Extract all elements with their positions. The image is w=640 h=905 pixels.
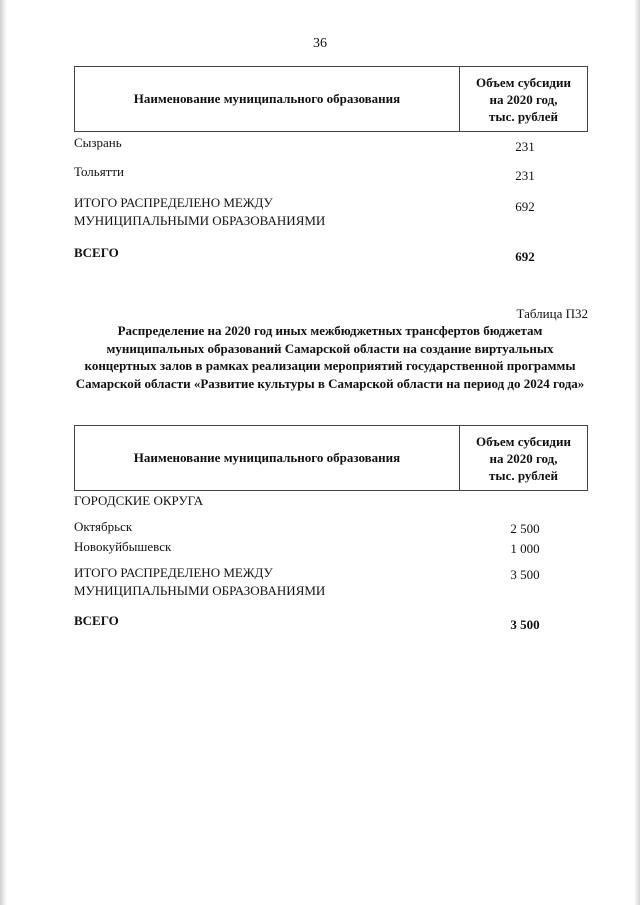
table2-row-value: 2 500 [510, 521, 540, 536]
table1-header [74, 66, 588, 132]
table2-subtotal-value: 3 500 [510, 567, 540, 582]
page-number: 36 [313, 36, 327, 51]
table1-row-value: 231 [515, 139, 535, 154]
table2-row-value: 1 000 [510, 541, 540, 556]
table2-label: Таблица П32 [516, 306, 588, 321]
table2-header-value: Объем субсидии на 2020 год, тыс. рублей [459, 426, 587, 490]
table1-header-name: Наименование муниципального образования [133, 91, 401, 106]
table1-subtotal-label: ИТОГО РАСПРЕДЕЛЕНО МЕЖДУ МУНИЦИПАЛЬНЫМИ ОБРАЗОВАНИЯМИ [74, 195, 326, 228]
table1-subtotal-value: 692 [515, 199, 535, 214]
table1-total-value: 692 [515, 249, 535, 264]
table2-total-value: 3 500 [510, 617, 540, 632]
scan-edge-left [0, 0, 7, 905]
table1-row-name: Сызрань [74, 135, 122, 150]
table2-subtotal-label: ИТОГО РАСПРЕДЕЛЕНО МЕЖДУ МУНИЦИПАЛЬНЫМИ ОБРАЗОВАНИЯМИ [74, 565, 326, 598]
scan-edge-right [634, 0, 640, 905]
table2-header-name: Наименование муниципального образования [133, 450, 401, 465]
table2-header [74, 425, 588, 491]
table2-row-name: Октябрьск [74, 519, 133, 534]
table2-section-label: ГОРОДСКИЕ ОКРУГА [74, 493, 204, 508]
table1-row-name: Тольятти [74, 164, 125, 179]
table1-header-value: Объем субсидии на 2020 год, тыс. рублей [459, 67, 587, 131]
table2-total-label: ВСЕГО [74, 613, 119, 628]
table1-total-label: ВСЕГО [74, 245, 119, 260]
table2-caption: Распределение на 2020 год иных межбюджетных трансфертов бюджетам муниципальных образований Самарской области на создание виртуальных концертных залов в рамках реализации мероприятий государственной программы Самарской области «Развитие культуры в Самарской области на период до 2024 года» [75, 323, 585, 391]
table2-row-name: Новокуйбышевск [74, 539, 172, 554]
table1-row-value: 231 [515, 168, 535, 183]
